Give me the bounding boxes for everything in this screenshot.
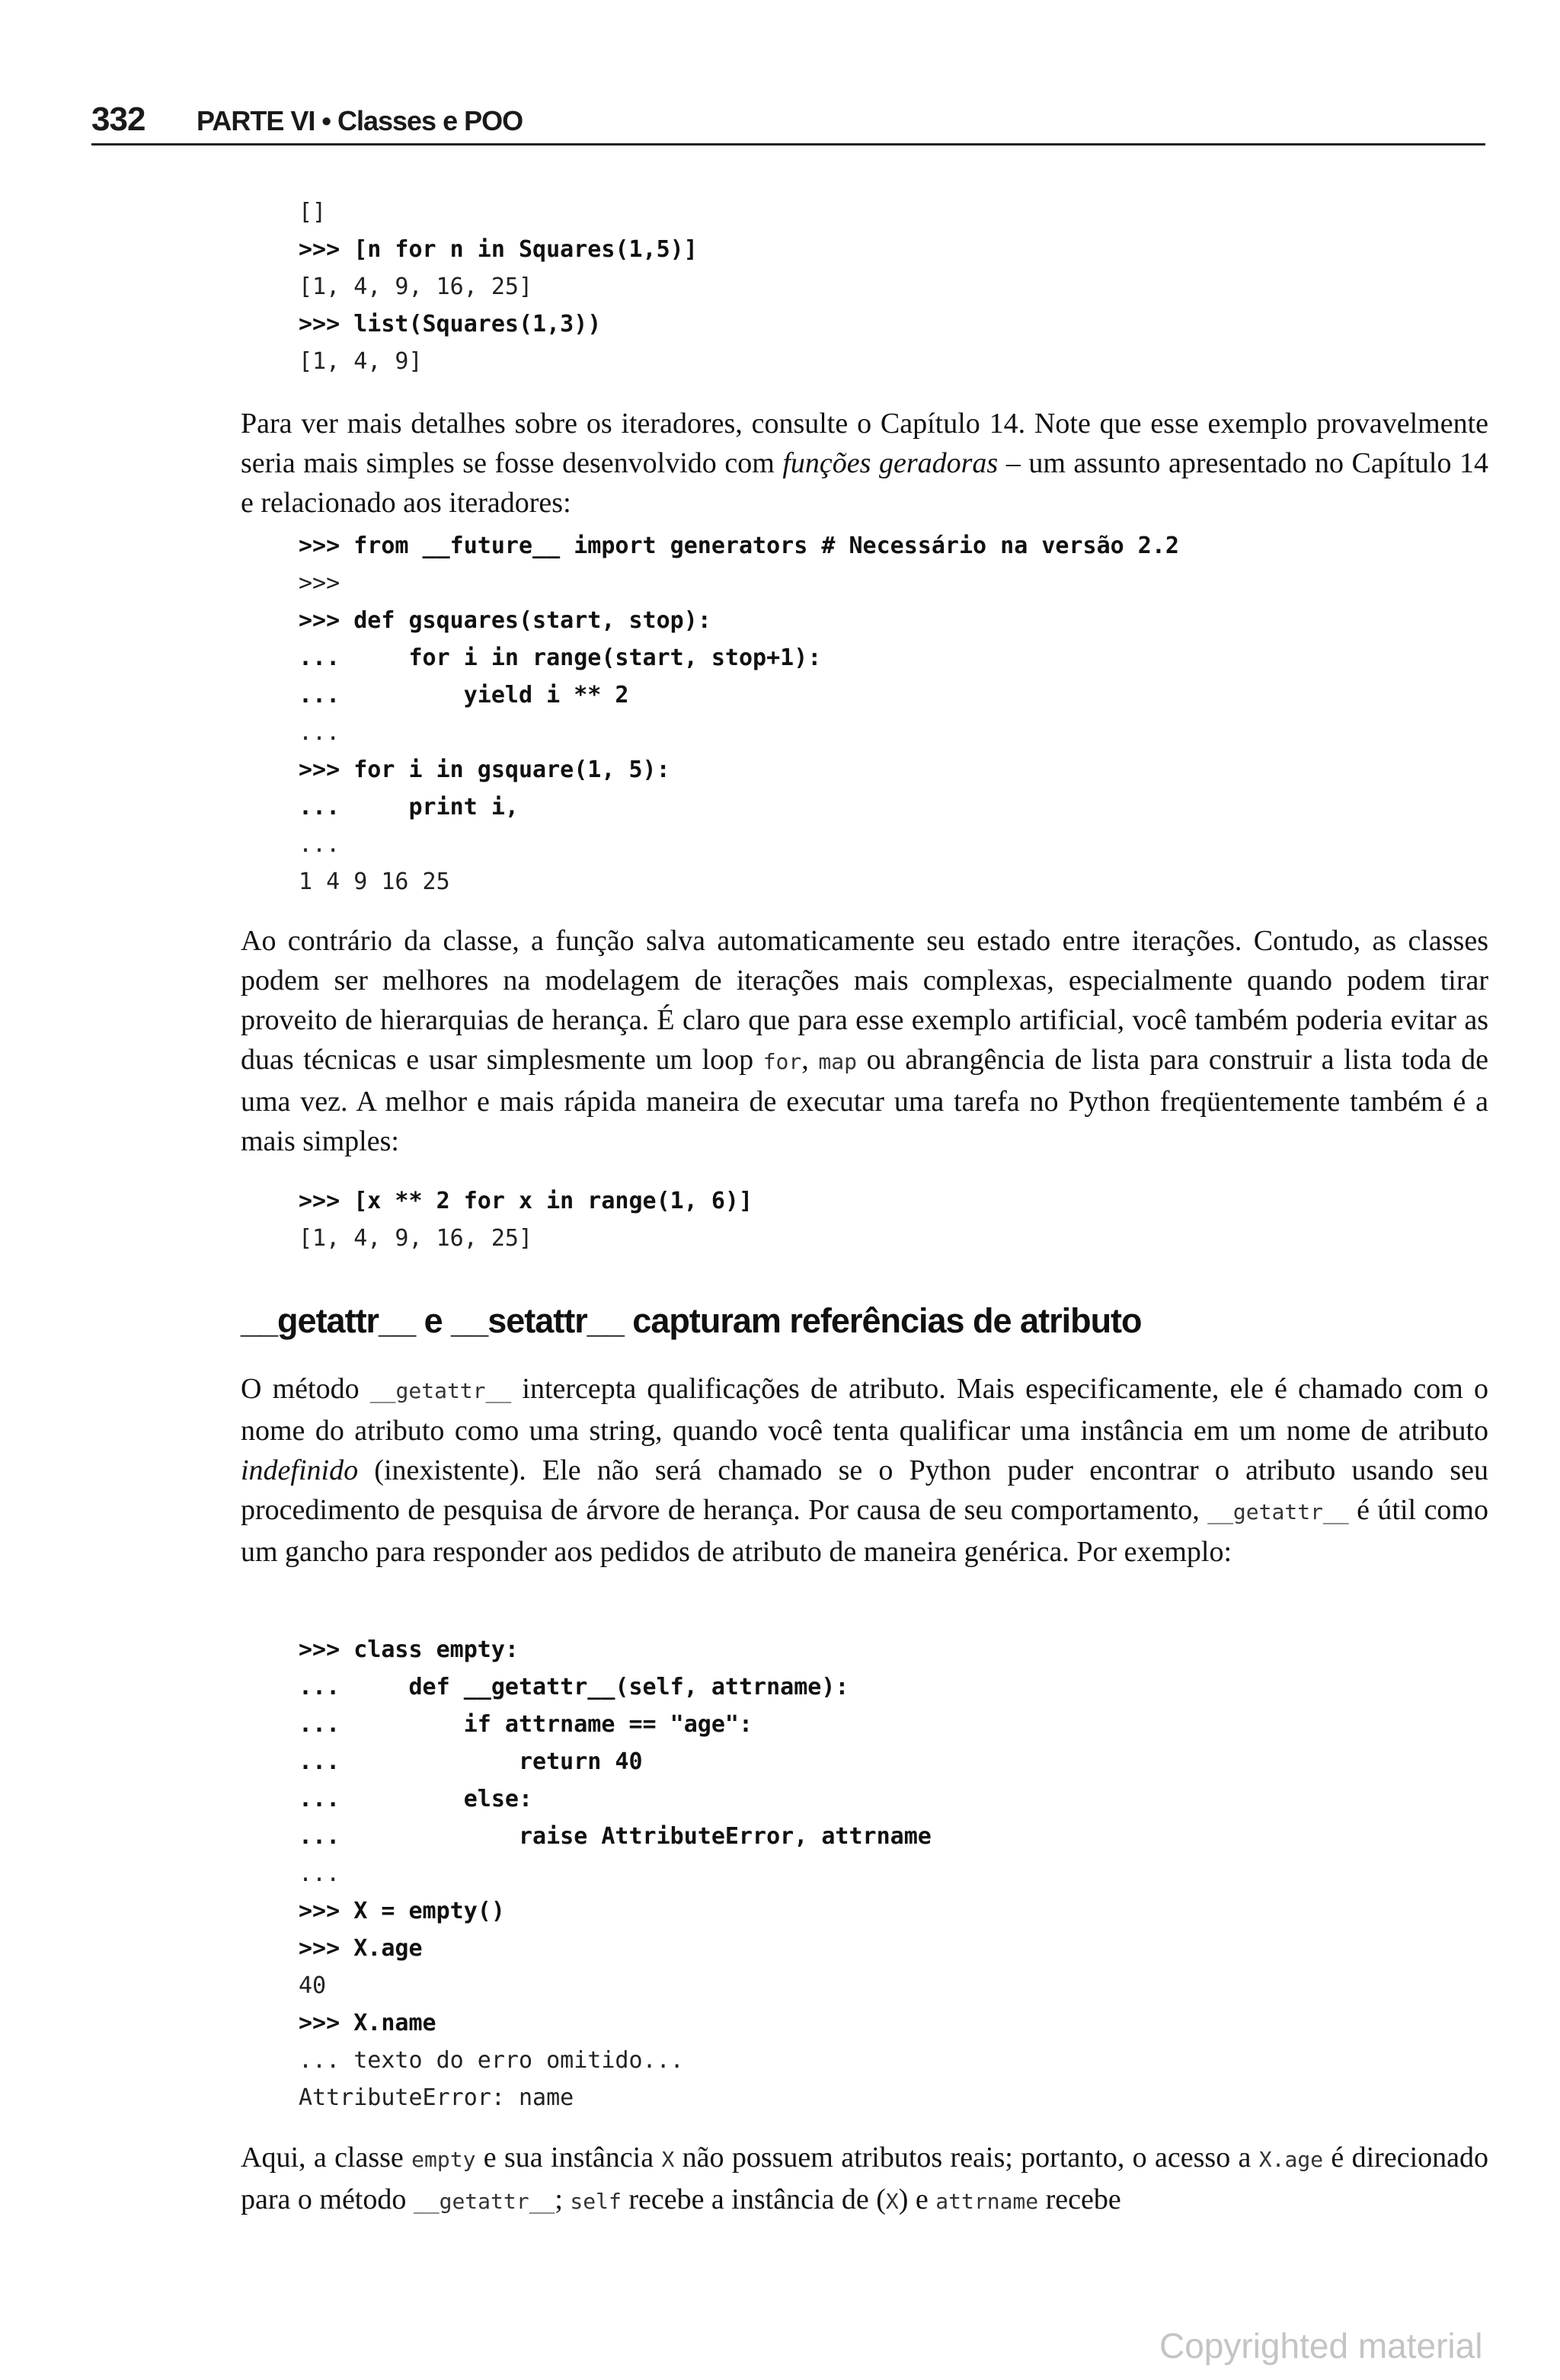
paragraph-getattr: O método __getattr__ intercepta qualificações de atributo. Mais especificamente, ele é chamado com o nome do atributo como uma string, quando você tenta qualificar uma instância em um nome de atributo indefinido (inexistente). Ele não será chamado se o Python puder encontrar o atributo usando seu procedimento de pesquisa de árvore de herança. Por causa de seu comportamento, __getattr__ é útil como um gancho para responder aos pedidos de atributo de maneira genérica. Por exemplo: (241, 1373, 1488, 1568)
code-line: >>> [x ** 2 for x in range(1, 6)] (299, 1188, 753, 1214)
inline-code-getattr: __getattr__ (369, 1378, 512, 1403)
page-header (91, 98, 1485, 146)
code-line: >>> def gsquares(start, stop): (299, 607, 711, 634)
inline-code-empty: empty (411, 2147, 476, 2172)
code-line: ... for i in range(start, stop+1): (299, 645, 822, 671)
code-line: >>> list(Squares(1,3)) (299, 311, 602, 337)
inline-code-for: for (762, 1049, 802, 1074)
inline-code-x-age: X.age (1258, 2147, 1324, 2172)
code-line: ... raise AttributeError, attrname (299, 1823, 932, 1850)
code-line: [] (299, 199, 327, 226)
inline-code-getattr-2: __getattr__ (1207, 1499, 1349, 1524)
inline-code-x: X (661, 2147, 675, 2172)
code-line: >>> [n for n in Squares(1,5)] (299, 236, 698, 263)
emphasis-funcoes-geradoras: funções geradoras (782, 447, 999, 479)
code-line: [1, 4, 9, 16, 25] (299, 274, 533, 300)
code-block-generators (299, 527, 1179, 900)
code-block-list-comprehension (299, 1182, 753, 1257)
code-line: >>> X = empty() (299, 1898, 505, 1924)
code-line: ... yield i ** 2 (299, 682, 629, 709)
code-line: ... if attrname == "age": (299, 1711, 753, 1738)
code-line: ... else: (299, 1786, 533, 1812)
inline-code-x-2: X (885, 2189, 899, 2214)
paragraph-class-vs-function: Ao contrário da classe, a função salva automaticamente seu estado entre iterações. Contudo, as classes podem ser melhores na modelagem de iterações mais complexas, especialmente quando podem tirar proveito de hierarquias de herança. É claro que para esse exemplo artificial, você também poderia evitar as duas técnicas e usar simplesmente um loop for, map ou abrangência de lista para construir a lista toda de uma vez. A melhor e mais rápida maneira de executar uma tarefa no Python freqüentemente também é a mais simples: (241, 925, 1489, 1157)
code-line: >>> for i in gsquare(1, 5): (299, 757, 670, 783)
code-line: ... def __getattr__(self, attrname): (299, 1674, 849, 1700)
paragraph-explanation: Aqui, a classe empty e sua instância X não possuem atributos reais; portanto, o acesso a X.age é direcionado para o método __getattr__; self recebe a instância de (X) e attrname recebe (241, 2142, 1488, 2215)
copyright-watermark: Copyrighted material (1159, 2326, 1483, 2366)
code-line: ... (299, 719, 340, 746)
code-line: >>> X.age (299, 1935, 423, 1962)
code-line: >>> from __future__ import generators # Necessário na versão 2.2 (299, 533, 1179, 559)
inline-code-self: self (570, 2189, 622, 2214)
code-line: >>> X.name (299, 2010, 436, 2036)
code-line: 40 (299, 1972, 327, 1999)
code-line: ... return 40 (299, 1748, 643, 1775)
running-head: PARTE VI • Classes e POO (197, 105, 523, 136)
code-line: [1, 4, 9, 16, 25] (299, 1225, 533, 1252)
code-line: 1 4 9 16 25 (299, 869, 450, 895)
page-number: 332 (91, 101, 145, 138)
code-line: ... (299, 831, 340, 858)
code-line: ... print i, (299, 794, 519, 821)
inline-code-attrname: attrname (935, 2189, 1039, 2214)
code-block-squares (299, 194, 698, 380)
code-line: [1, 4, 9] (299, 348, 423, 375)
code-line: >>> (299, 570, 340, 597)
paragraph-iterators: Para ver mais detalhes sobre os iteradores, consulte o Capítulo 14. Note que esse exemplo provavelmente seria mais simples se fosse desenvolvido com funções geradoras – um assunto apresentado no Capítulo 14 e relacionado aos iteradores: (241, 408, 1488, 519)
code-line: ... texto do erro omitido... (299, 2047, 684, 2074)
code-line: AttributeError: name (299, 2084, 574, 2111)
inline-code-getattr-3: __getattr__ (413, 2189, 555, 2214)
inline-code-map: map (818, 1049, 857, 1074)
code-line: >>> class empty: (299, 1636, 519, 1663)
code-line: ... (299, 1860, 340, 1887)
code-block-empty-class (299, 1631, 932, 2116)
section-heading: __getattr__ e __setattr__ capturam referências de atributo (241, 1301, 1142, 1340)
emphasis-indefinido: indefinido (241, 1454, 359, 1486)
